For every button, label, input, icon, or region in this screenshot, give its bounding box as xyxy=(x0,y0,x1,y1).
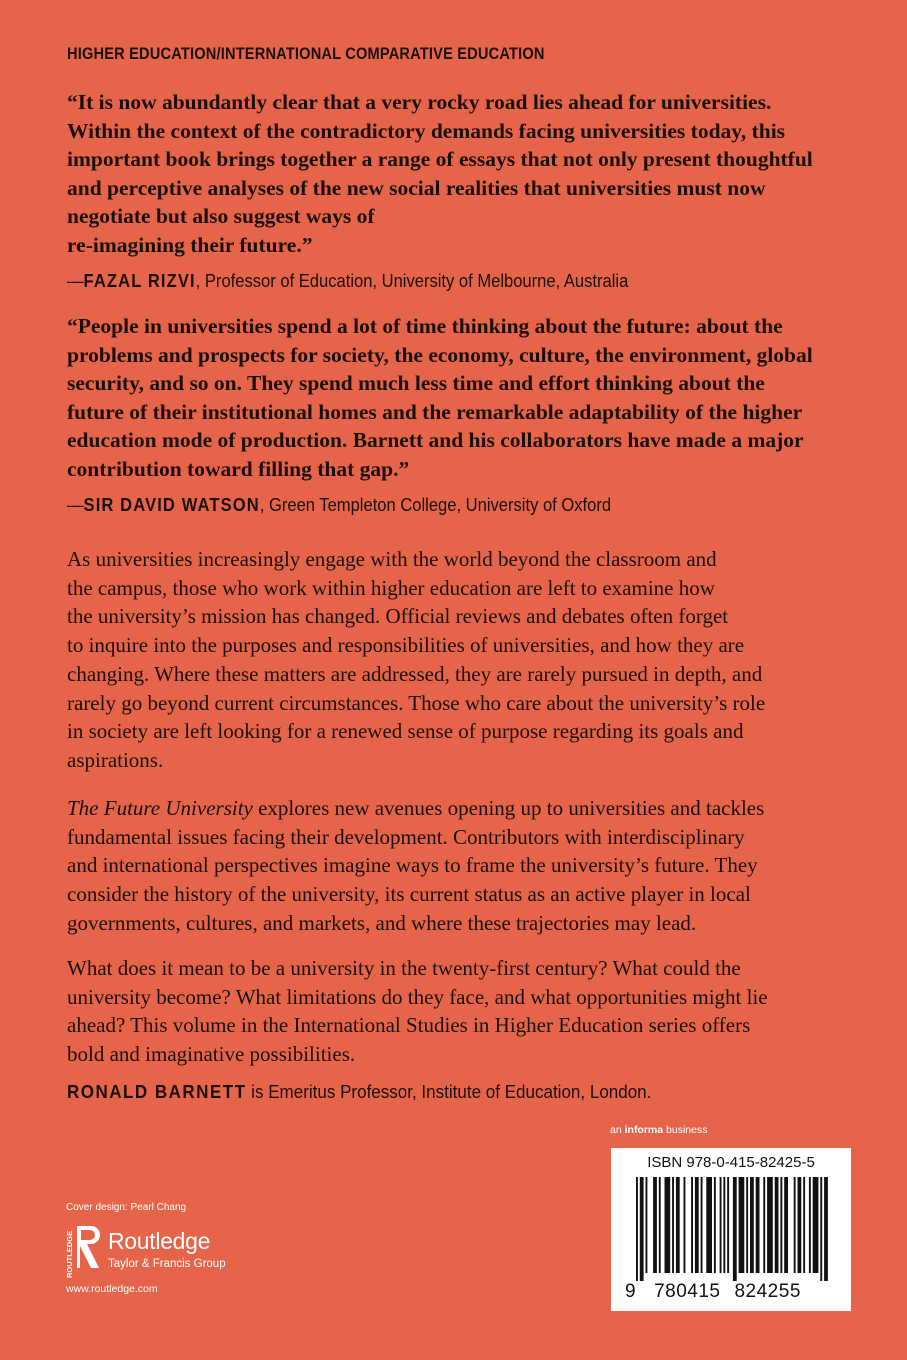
author-bio-text: is Emeritus Professor, Institute of Education, London. xyxy=(246,1081,652,1102)
barcode-bar xyxy=(809,1177,811,1273)
barcode-bar xyxy=(636,1177,638,1281)
paragraph-line: ahead? This volume in the International Studies in Higher Education series offers xyxy=(67,1013,751,1038)
informa-brand: informa xyxy=(624,1124,664,1136)
barcode-bar xyxy=(756,1177,760,1273)
publisher-url: www.routledge.com xyxy=(66,1283,158,1295)
barcode-bar xyxy=(733,1177,737,1281)
barcode-bar xyxy=(794,1177,796,1273)
quote-line: problems and prospects for society, the economy, culture, the environment, global xyxy=(67,342,813,367)
barcode-bar xyxy=(665,1177,671,1273)
barcode-bar xyxy=(767,1177,773,1273)
quote-line: future of their institutional homes and the remarkable adaptability of the higher xyxy=(67,399,803,424)
paragraph-line: As universities increasingly engage with the world beyond the classroom and xyxy=(67,547,717,571)
barcode-bar xyxy=(803,1177,805,1273)
barcode-bar xyxy=(723,1177,725,1273)
informa-business-label xyxy=(610,1124,707,1136)
paragraph-text: explores new avenues opening up to universities and tackles xyxy=(252,796,765,820)
barcode-bar xyxy=(775,1177,779,1273)
paragraph-line: governments, cultures, and markets, and where these trajectories may lead. xyxy=(67,910,697,935)
barcode-bar xyxy=(676,1177,680,1273)
barcode-bar xyxy=(780,1177,782,1273)
endorser-affiliation: , Green Templeton College, University of Oxford xyxy=(259,495,612,515)
quote-line: contribution toward filling that gap.” xyxy=(67,456,410,481)
isbn-barcode-box xyxy=(611,1148,851,1311)
logo-vertical-text: ROUTLEDGE xyxy=(65,1230,74,1278)
barcode-bar xyxy=(640,1177,644,1281)
quote-line: security, and so on. They spend much less time and effort thinking about the xyxy=(67,371,765,395)
paragraph-line: and international perspectives imagine ways to frame the university’s future. They xyxy=(67,853,758,878)
paragraph-line xyxy=(67,794,867,823)
book-title: The Future University xyxy=(67,796,253,820)
paragraph-line: the university’s mission has changed. Official reviews and debates often forget xyxy=(67,604,729,629)
barcode-bar xyxy=(798,1177,802,1273)
barcode-bar xyxy=(746,1177,748,1273)
paragraph-line: rarely go beyond current circumstances. Those who care about the university’s role xyxy=(67,690,766,715)
barcode-bar xyxy=(750,1177,754,1273)
quote-line: negotiate but also suggest ways of xyxy=(67,204,375,228)
barcode-bar xyxy=(706,1177,712,1273)
endorsement-attribution-1 xyxy=(67,271,628,292)
barcode-digits xyxy=(625,1281,801,1303)
barcode-bar xyxy=(714,1177,716,1273)
paragraph-line: What does it mean to be a university in the twenty-first century? What could the xyxy=(67,956,741,980)
attribution-dash: — xyxy=(67,495,84,515)
paragraph-line: bold and imaginative possibilities. xyxy=(67,1042,356,1067)
quote-line: important book brings together a range of essays that not only present thoughtful xyxy=(67,147,813,171)
category-label: HIGHER EDUCATION/INTERNATIONAL COMPARATIVE EDUCATION xyxy=(67,44,545,63)
endorsement-quote-2 xyxy=(67,312,867,483)
barcode-bar xyxy=(727,1177,729,1273)
attribution-dash: — xyxy=(67,271,84,291)
quote-line: Within the context of the contradictory demands facing universities today, this xyxy=(67,118,786,143)
barcode-bar xyxy=(646,1177,648,1273)
paragraph-line: in society are left looking for a renewed sense of purpose regarding its goals and xyxy=(67,719,744,744)
endorsement-attribution-2 xyxy=(67,495,611,516)
routledge-logo-icon xyxy=(63,1222,103,1280)
publisher-group: Taylor & Francis Group xyxy=(108,1258,226,1270)
paragraph-line: to inquire into the purposes and responsibilities of universities, and how they are xyxy=(67,633,745,658)
barcode-bar xyxy=(701,1177,703,1273)
description-paragraph-2 xyxy=(67,794,867,938)
barcode-bar xyxy=(813,1177,819,1273)
description-paragraph-1 xyxy=(67,545,867,775)
quote-line: “People in universities spend a lot of time thinking about the future: about the xyxy=(67,314,783,338)
paragraph-line: university become? What limitations do they face, and what opportunities might lie xyxy=(67,984,768,1009)
paragraph-line: consider the history of the university, its current status as an active player in local xyxy=(67,882,751,907)
endorsement-quote-1 xyxy=(67,88,867,259)
barcode-bar xyxy=(824,1177,828,1281)
description-paragraph-3 xyxy=(67,954,867,1069)
quote-line: and perceptive analyses of the new social realities that universities must now xyxy=(67,175,766,200)
publisher-name: Routledge xyxy=(108,1228,211,1254)
barcode-bar xyxy=(720,1177,722,1273)
quote-line: “It is now abundantly clear that a very rocky road lies ahead for universities. xyxy=(67,90,772,114)
barcode-bar xyxy=(653,1177,657,1273)
barcode-bar xyxy=(659,1177,661,1273)
informa-prefix: an xyxy=(610,1124,625,1136)
barcode-bar xyxy=(763,1177,765,1273)
endorser-affiliation: , Professor of Education, University of Melbourne, Australia xyxy=(195,271,629,291)
barcode-icon xyxy=(634,1177,830,1281)
barcode-bar xyxy=(820,1177,822,1281)
paragraph-line: the campus, those who work within higher education are left to examine how xyxy=(67,575,715,600)
barcode-digit-group-2: 824255 xyxy=(734,1281,801,1302)
author-bio xyxy=(67,1081,651,1103)
barcode-bar xyxy=(684,1177,686,1273)
endorser-name: FAZAL RIZVI xyxy=(83,271,196,291)
barcode-digit-lead: 9 xyxy=(625,1281,637,1302)
endorser-name: SIR DAVID WATSON xyxy=(83,495,260,515)
author-name: RONALD BARNETT xyxy=(67,1081,247,1102)
cover-design-credit: Cover design: Pearl Chang xyxy=(66,1202,187,1213)
barcode-bar xyxy=(695,1177,699,1273)
barcode-bar xyxy=(739,1177,745,1273)
isbn-label: ISBN 978-0-415-82425-5 xyxy=(647,1154,815,1171)
paragraph-line: aspirations. xyxy=(67,747,164,772)
barcode-bar xyxy=(691,1177,693,1273)
barcode-digit-group-1: 780415 xyxy=(654,1281,721,1302)
paragraph-line: changing. Where these matters are addressed, they are rarely pursued in depth, and xyxy=(67,661,763,686)
paragraph-line: fundamental issues facing their development. Contributors with interdisciplinary xyxy=(67,824,745,849)
quote-line: re-imagining their future.” xyxy=(67,232,313,257)
informa-suffix: business xyxy=(663,1124,708,1136)
barcode-bar xyxy=(784,1177,788,1273)
quote-line: education mode of production. Barnett and his collaborators have made a major xyxy=(67,428,804,452)
barcode-bar xyxy=(672,1177,674,1273)
